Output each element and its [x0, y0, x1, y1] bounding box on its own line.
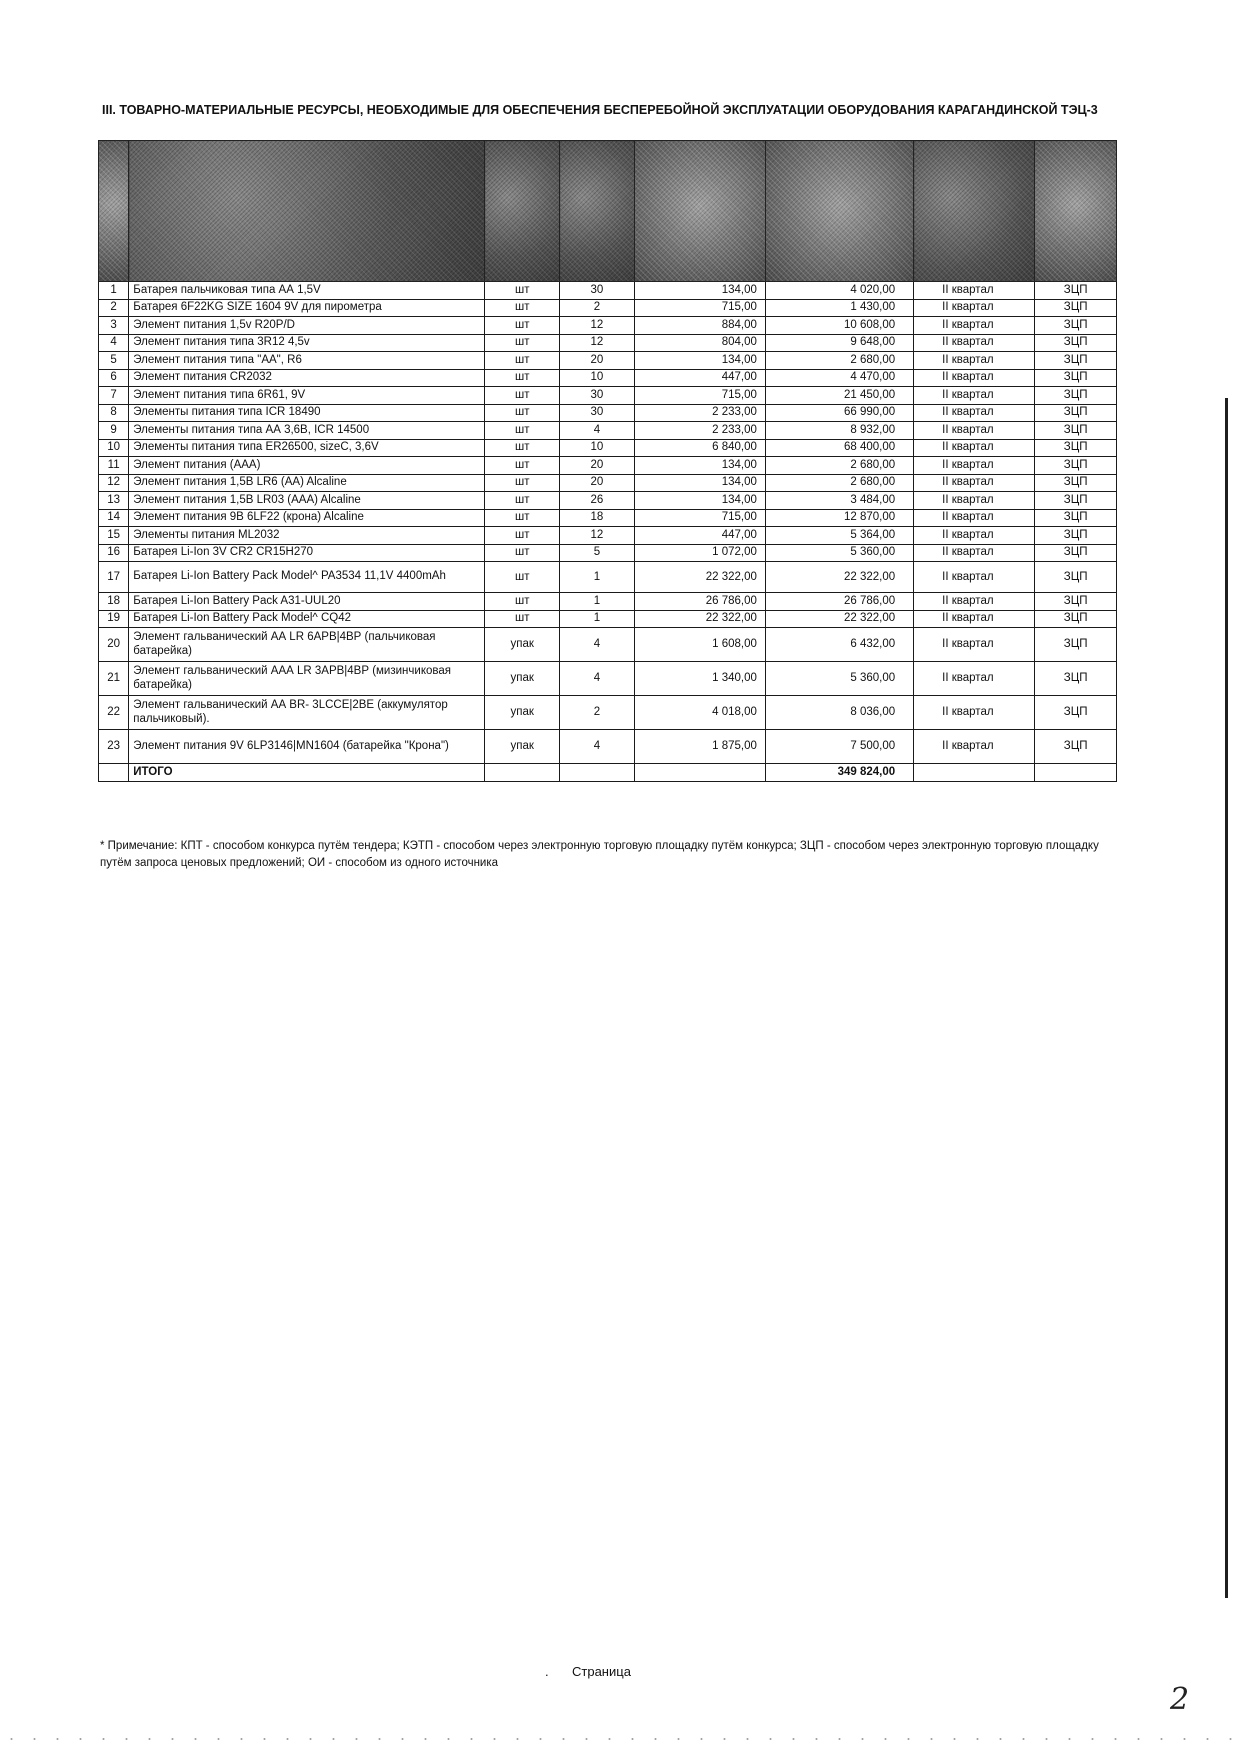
item-name: Батарея Li-Ion Battery Pack A31-UUL20	[129, 593, 485, 611]
item-price: 22 322,00	[634, 610, 765, 628]
item-quantity: 30	[560, 387, 635, 405]
item-method: ЗЦП	[1035, 282, 1117, 300]
item-name: Элемент гальванический АА LR 6АРВ|4ВР (пальчиковая батарейка)	[129, 628, 485, 662]
row-number: 19	[99, 610, 129, 628]
item-unit: шт	[485, 457, 560, 475]
item-method: ЗЦП	[1035, 593, 1117, 611]
header-cell-period	[914, 141, 1035, 282]
item-sum: 5 364,00	[765, 527, 913, 545]
item-sum: 5 360,00	[765, 544, 913, 562]
row-number: 4	[99, 334, 129, 352]
table-row	[99, 439, 1117, 457]
item-period: II квартал	[914, 474, 1035, 492]
item-method: ЗЦП	[1035, 317, 1117, 335]
table-row	[99, 527, 1117, 545]
item-method: ЗЦП	[1035, 474, 1117, 492]
item-price: 2 233,00	[634, 422, 765, 440]
item-quantity: 10	[560, 439, 635, 457]
item-method: ЗЦП	[1035, 527, 1117, 545]
row-number: 6	[99, 369, 129, 387]
item-price: 447,00	[634, 369, 765, 387]
item-method: ЗЦП	[1035, 662, 1117, 696]
item-price: 1 875,00	[634, 730, 765, 764]
item-name: Батарея пальчиковая типа АА 1,5V	[129, 282, 485, 300]
item-period: II квартал	[914, 509, 1035, 527]
item-quantity: 4	[560, 730, 635, 764]
item-sum: 5 360,00	[765, 662, 913, 696]
row-number: 15	[99, 527, 129, 545]
table-row	[99, 593, 1117, 611]
item-name: Элементы питания типа ER26500, sizeC, 3,6V	[129, 439, 485, 457]
total-cell-empty	[485, 764, 560, 782]
row-number: 5	[99, 352, 129, 370]
header-cell-unit	[485, 141, 560, 282]
table-row	[99, 696, 1117, 730]
item-price: 884,00	[634, 317, 765, 335]
item-price: 715,00	[634, 387, 765, 405]
item-method: ЗЦП	[1035, 457, 1117, 475]
item-sum: 4 470,00	[765, 369, 913, 387]
total-cell-empty	[634, 764, 765, 782]
item-price: 134,00	[634, 492, 765, 510]
item-period: II квартал	[914, 696, 1035, 730]
item-quantity: 1	[560, 593, 635, 611]
item-quantity: 30	[560, 282, 635, 300]
item-price: 804,00	[634, 334, 765, 352]
row-number: 9	[99, 422, 129, 440]
total-cell-empty	[560, 764, 635, 782]
item-sum: 9 648,00	[765, 334, 913, 352]
item-period: II квартал	[914, 282, 1035, 300]
table-row	[99, 369, 1117, 387]
table-row	[99, 282, 1117, 300]
item-quantity: 20	[560, 352, 635, 370]
header-cell-price	[634, 141, 765, 282]
table-row	[99, 299, 1117, 317]
item-method: ЗЦП	[1035, 352, 1117, 370]
item-price: 447,00	[634, 527, 765, 545]
item-period: II квартал	[914, 369, 1035, 387]
item-name: Батарея 6F22KG SIZE 1604 9V для пирометра	[129, 299, 485, 317]
item-name: Батарея Li-Ion 3V CR2 CR15H270	[129, 544, 485, 562]
row-number: 17	[99, 562, 129, 593]
table-row	[99, 562, 1117, 593]
table-row	[99, 628, 1117, 662]
item-quantity: 4	[560, 628, 635, 662]
item-name: Элементы питания ML2032	[129, 527, 485, 545]
item-method: ЗЦП	[1035, 492, 1117, 510]
table-row	[99, 404, 1117, 422]
table-body	[99, 282, 1117, 764]
item-sum: 8 036,00	[765, 696, 913, 730]
item-period: II квартал	[914, 527, 1035, 545]
item-unit: шт	[485, 492, 560, 510]
item-method: ЗЦП	[1035, 369, 1117, 387]
item-name: Элемент питания 9В 6LF22 (крона) Alcaline	[129, 509, 485, 527]
item-quantity: 4	[560, 422, 635, 440]
item-period: II квартал	[914, 562, 1035, 593]
item-quantity: 18	[560, 509, 635, 527]
item-name: Элемент питания 1,5v R20P/D	[129, 317, 485, 335]
table-row	[99, 544, 1117, 562]
handwritten-page-number: 2	[1170, 1682, 1190, 1717]
row-number: 20	[99, 628, 129, 662]
item-sum: 26 786,00	[765, 593, 913, 611]
item-price: 1 072,00	[634, 544, 765, 562]
item-name: Элемент гальванический АА BR- 3LCCE|2BE (аккумулятор пальчиковый).	[129, 696, 485, 730]
row-number: 21	[99, 662, 129, 696]
table-row	[99, 509, 1117, 527]
header-cell-quantity	[560, 141, 635, 282]
item-price: 715,00	[634, 299, 765, 317]
item-price: 715,00	[634, 509, 765, 527]
item-period: II квартал	[914, 422, 1035, 440]
item-unit: шт	[485, 404, 560, 422]
item-period: II квартал	[914, 628, 1035, 662]
scan-margin-line	[1225, 398, 1228, 1598]
item-quantity: 12	[560, 317, 635, 335]
item-sum: 7 500,00	[765, 730, 913, 764]
item-sum: 10 608,00	[765, 317, 913, 335]
item-name: Элемент гальванический ААА LR 3АРВ|4ВР (мизинчиковая батарейка)	[129, 662, 485, 696]
item-price: 134,00	[634, 282, 765, 300]
item-price: 2 233,00	[634, 404, 765, 422]
row-number: 23	[99, 730, 129, 764]
item-method: ЗЦП	[1035, 387, 1117, 405]
item-name: Элемент питания типа 6R61, 9V	[129, 387, 485, 405]
item-price: 6 840,00	[634, 439, 765, 457]
item-sum: 22 322,00	[765, 562, 913, 593]
row-number: 16	[99, 544, 129, 562]
item-method: ЗЦП	[1035, 696, 1117, 730]
item-name: Элементы питания типа ICR 18490	[129, 404, 485, 422]
item-sum: 8 932,00	[765, 422, 913, 440]
item-quantity: 4	[560, 662, 635, 696]
item-period: II квартал	[914, 439, 1035, 457]
item-quantity: 20	[560, 457, 635, 475]
row-number: 7	[99, 387, 129, 405]
header-cell-sum	[765, 141, 913, 282]
table-row	[99, 422, 1117, 440]
table-row	[99, 730, 1117, 764]
table-row	[99, 387, 1117, 405]
item-sum: 21 450,00	[765, 387, 913, 405]
item-name: Элемент питания 1,5В LR6 (АА) Alcaline	[129, 474, 485, 492]
item-quantity: 10	[560, 369, 635, 387]
item-quantity: 1	[560, 610, 635, 628]
row-number: 11	[99, 457, 129, 475]
item-unit: шт	[485, 439, 560, 457]
item-price: 26 786,00	[634, 593, 765, 611]
item-price: 134,00	[634, 474, 765, 492]
item-sum: 68 400,00	[765, 439, 913, 457]
item-period: II квартал	[914, 662, 1035, 696]
resources-table	[98, 140, 1117, 782]
item-unit: упак	[485, 628, 560, 662]
item-quantity: 1	[560, 562, 635, 593]
item-sum: 66 990,00	[765, 404, 913, 422]
item-sum: 22 322,00	[765, 610, 913, 628]
table-row	[99, 457, 1117, 475]
item-price: 4 018,00	[634, 696, 765, 730]
item-sum: 2 680,00	[765, 457, 913, 475]
item-unit: шт	[485, 387, 560, 405]
item-name: Батарея Li-Ion Battery Pack Model^ CQ42	[129, 610, 485, 628]
item-method: ЗЦП	[1035, 439, 1117, 457]
item-unit: упак	[485, 662, 560, 696]
table-row	[99, 662, 1117, 696]
item-sum: 2 680,00	[765, 474, 913, 492]
total-label: ИТОГО	[129, 764, 485, 782]
item-unit: шт	[485, 422, 560, 440]
header-cell-method	[1035, 141, 1117, 282]
item-quantity: 26	[560, 492, 635, 510]
item-unit: шт	[485, 562, 560, 593]
item-name: Батарея Li-Ion Battery Pack Model^ PA3534 11,1V 4400mAh	[129, 562, 485, 593]
row-number: 14	[99, 509, 129, 527]
item-sum: 3 484,00	[765, 492, 913, 510]
total-row	[99, 764, 1117, 782]
item-period: II квартал	[914, 730, 1035, 764]
item-price: 1 608,00	[634, 628, 765, 662]
item-method: ЗЦП	[1035, 730, 1117, 764]
total-cell-empty	[1035, 764, 1117, 782]
item-unit: упак	[485, 696, 560, 730]
table-row	[99, 352, 1117, 370]
item-name: Элементы питания типа АА 3,6В, ICR 14500	[129, 422, 485, 440]
item-unit: шт	[485, 509, 560, 527]
row-number: 12	[99, 474, 129, 492]
row-number: 13	[99, 492, 129, 510]
footnote: * Примечание: КПТ - способом конкурса путём тендера; КЭТП - способом через электронную торговую площадку путём конкурса; ЗЦП - способом через электронную торговую площадку путём запроса ценовых предложений; ОИ - способом из одного источника	[100, 840, 1099, 869]
item-period: II квартал	[914, 352, 1035, 370]
row-number: 22	[99, 696, 129, 730]
item-name: Элемент питания CR2032	[129, 369, 485, 387]
item-quantity: 12	[560, 334, 635, 352]
item-quantity: 20	[560, 474, 635, 492]
table-row	[99, 492, 1117, 510]
item-unit: шт	[485, 527, 560, 545]
item-name: Элемент питания типа 3R12 4,5v	[129, 334, 485, 352]
item-name: Элемент питания 9V 6LP3146|MN1604 (батарейка "Крона")	[129, 730, 485, 764]
item-price: 1 340,00	[634, 662, 765, 696]
item-method: ЗЦП	[1035, 509, 1117, 527]
row-number: 1	[99, 282, 129, 300]
item-unit: шт	[485, 593, 560, 611]
scan-noise-dots	[0, 1736, 1240, 1742]
item-sum: 12 870,00	[765, 509, 913, 527]
item-quantity: 2	[560, 696, 635, 730]
item-unit: шт	[485, 317, 560, 335]
item-period: II квартал	[914, 317, 1035, 335]
item-period: II квартал	[914, 299, 1035, 317]
header-cell-name	[129, 141, 485, 282]
item-sum: 6 432,00	[765, 628, 913, 662]
row-number: 2	[99, 299, 129, 317]
item-name: Элемент питания (ААА)	[129, 457, 485, 475]
item-unit: шт	[485, 352, 560, 370]
item-method: ЗЦП	[1035, 562, 1117, 593]
item-period: II квартал	[914, 334, 1035, 352]
item-period: II квартал	[914, 610, 1035, 628]
item-method: ЗЦП	[1035, 299, 1117, 317]
item-period: II квартал	[914, 404, 1035, 422]
item-sum: 1 430,00	[765, 299, 913, 317]
item-quantity: 5	[560, 544, 635, 562]
item-period: II квартал	[914, 544, 1035, 562]
item-price: 134,00	[634, 352, 765, 370]
item-period: II квартал	[914, 387, 1035, 405]
item-name: Элемент питания 1,5В LR03 (ААА) Alcaline	[129, 492, 485, 510]
table-row	[99, 474, 1117, 492]
page-heading: III. ТОВАРНО-МАТЕРИАЛЬНЫЕ РЕСУРСЫ, НЕОБХОДИМЫЕ ДЛЯ ОБЕСПЕЧЕНИЯ БЕСПЕРЕБОЙНОЙ ЭКСПЛУАТАЦИИ ОБОРУДОВАНИЯ КАРАГАНДИНСКОЙ ТЭЦ-3	[102, 103, 1098, 117]
item-period: II квартал	[914, 457, 1035, 475]
item-unit: упак	[485, 730, 560, 764]
table-header-row	[99, 141, 1117, 282]
item-method: ЗЦП	[1035, 544, 1117, 562]
row-number: 10	[99, 439, 129, 457]
item-unit: шт	[485, 610, 560, 628]
total-cell-empty	[914, 764, 1035, 782]
item-period: II квартал	[914, 593, 1035, 611]
item-method: ЗЦП	[1035, 334, 1117, 352]
item-quantity: 2	[560, 299, 635, 317]
item-unit: шт	[485, 282, 560, 300]
item-unit: шт	[485, 474, 560, 492]
item-unit: шт	[485, 369, 560, 387]
item-method: ЗЦП	[1035, 628, 1117, 662]
page-dot: .	[545, 1664, 549, 1679]
item-unit: шт	[485, 334, 560, 352]
item-name: Элемент питания типа "АА", R6	[129, 352, 485, 370]
table-row	[99, 610, 1117, 628]
item-unit: шт	[485, 544, 560, 562]
item-period: II квартал	[914, 492, 1035, 510]
page-label: Страница	[572, 1664, 631, 1679]
item-method: ЗЦП	[1035, 422, 1117, 440]
total-sum: 349 824,00	[765, 764, 913, 782]
resources-table-wrap	[98, 140, 1117, 782]
row-number: 3	[99, 317, 129, 335]
table-row	[99, 317, 1117, 335]
row-number: 18	[99, 593, 129, 611]
item-sum: 2 680,00	[765, 352, 913, 370]
item-quantity: 12	[560, 527, 635, 545]
item-method: ЗЦП	[1035, 610, 1117, 628]
item-price: 134,00	[634, 457, 765, 475]
table-row	[99, 334, 1117, 352]
item-method: ЗЦП	[1035, 404, 1117, 422]
row-number: 8	[99, 404, 129, 422]
item-quantity: 30	[560, 404, 635, 422]
item-unit: шт	[485, 299, 560, 317]
item-sum: 4 020,00	[765, 282, 913, 300]
item-price: 22 322,00	[634, 562, 765, 593]
total-cell-empty	[99, 764, 129, 782]
header-cell-number	[99, 141, 129, 282]
